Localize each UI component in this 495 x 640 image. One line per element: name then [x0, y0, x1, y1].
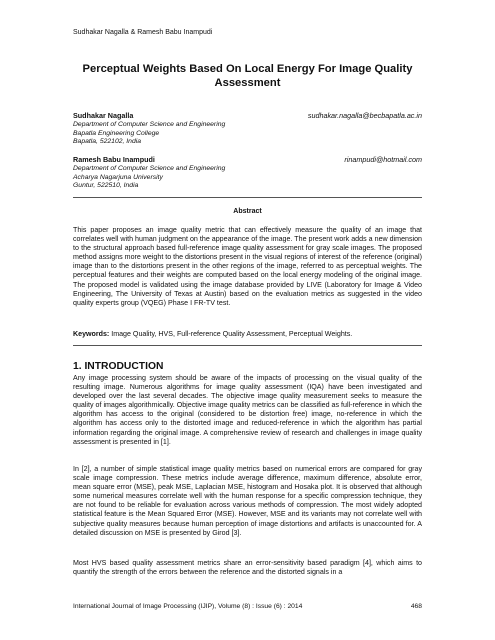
author-name: Sudhakar Nagalla — [73, 111, 134, 120]
running-header: Sudhakar Nagalla & Ramesh Babu Inampudi — [73, 29, 213, 36]
section-heading: 1. INTRODUCTION — [73, 361, 164, 372]
body-paragraph: In [2], a number of simple statistical image quality metrics based on numerical errors are compared for gray scale image compression. These metrics include average difference, maximum difference, absolute error, mean square error (MSE), peak MSE, Laplacian MSE, histogram and Hosaka plot. It is observed that although some numerical measures correlate well with the human response for a specific compression technique, they are not found to be reliable for evaluation across various methods of compression. The most widely adopted statistical feature is the Mean Squared Error (MSE). However, MSE and its variants may not correlate well with subjective quality measures because human perception of image distortions and artifacts is unaccounted for. A detailed discussion on MSE is presented by Girod [3]. — [73, 465, 422, 537]
keywords-label: Keywords: — [73, 330, 110, 338]
body-paragraph: Most HVS based quality assessment metrics share an error-sensitivity based paradigm [4], which aims to quantify the strength of the errors between the reference and the distorted signals in a — [73, 559, 422, 577]
author-block-2 — [73, 156, 422, 191]
body-paragraph: Any image processing system should be aware of the impacts of processing on the visual quality of the resulting image. Numerous algorithms for image quality assessment (IQA) have been investigated and developed over the last several decades. The objective image quality measurement seeks to measure the quality of images algorithmically. Objective image quality metrics can be classified as full-reference in which the algorithm has access to the original (considered to be distortion free) image, no-reference in which the algorithm has access only to the distorted image and reduced-reference in which the algorithm has partial information regarding the original image. A comprehensive review of research and challenges in image quality assessment is presented in [1]. — [73, 374, 422, 446]
author-affiliation-line: Department of Computer Science and Engineering — [73, 164, 226, 172]
page-footer — [73, 603, 422, 610]
divider — [73, 345, 422, 346]
keywords — [73, 330, 422, 339]
author-email[interactable]: rinampudi@hotmail.com — [344, 155, 422, 164]
author-name: Ramesh Babu Inampudi — [73, 155, 155, 164]
keywords-text: Image Quality, HVS, Full-reference Quality Assessment, Perceptual Weights. — [109, 330, 353, 338]
journal-citation: International Journal of Image Processing (IJIP), Volume (8) : Issue (6) : 2014 — [73, 603, 303, 610]
abstract-text: This paper proposes an image quality metric that can effectively measure the quality of an image that correlates well with human judgment on the appearance of the image. The present work adds a new dimension to the structural approach based full-reference image quality assessment for gray scale images. The proposed method assigns more weight to the distortions present in the visual regions of interest of the reference (original) image than to the distortions present in the other regions of the image, referred to as perceptual weights. The perceptual features and their weights are computed based on the local energy modeling of the original image. The proposed model is validated using the image database provided by LIVE (Laboratory for Image & Video Engineering, The University of Texas at Austin) based on the evaluation metrics as suggested in the video quality experts group (VQEG) Phase I FR-TV test. — [73, 226, 422, 307]
page-number: 468 — [410, 603, 422, 610]
author-block-1 — [73, 112, 422, 147]
author-affiliation-line: Bapatla, 522102, India — [73, 138, 142, 146]
paper-title: Perceptual Weights Based On Local Energy For Image Quality Assessment — [82, 63, 413, 89]
divider — [73, 197, 422, 198]
author-email[interactable]: sudhakar.nagalla@becbapatla.ac.in — [307, 111, 422, 120]
author-affiliation-line: Bapatla Engineering College — [73, 129, 160, 137]
author-affiliation-line: Acharya Nagarjuna University — [73, 173, 163, 181]
author-affiliation-line: Department of Computer Science and Engineering — [73, 120, 226, 128]
abstract-heading: Abstract — [233, 208, 262, 215]
author-affiliation-line: Guntur, 522510, India — [73, 182, 139, 190]
